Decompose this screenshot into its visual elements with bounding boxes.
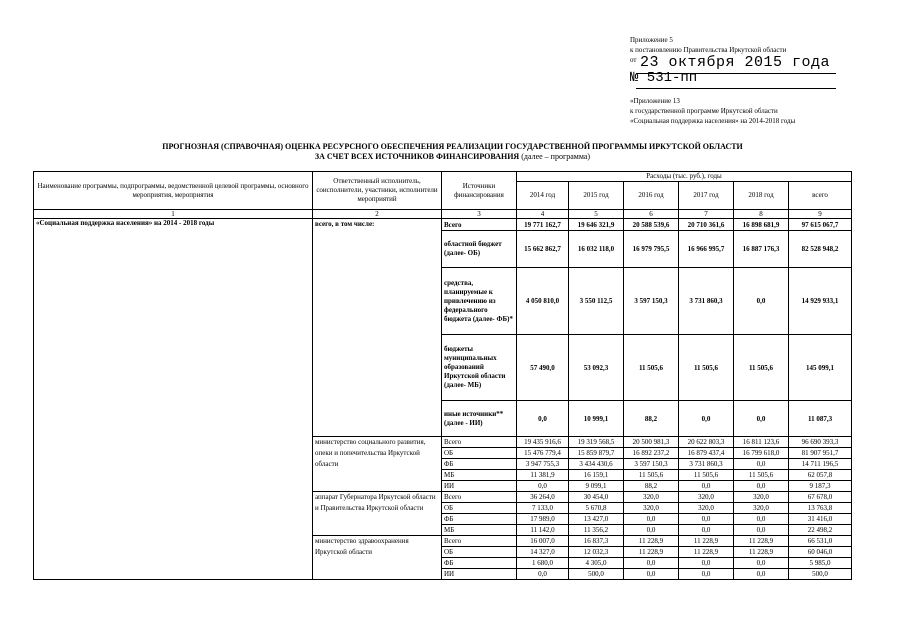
column-index: 4 — [517, 210, 569, 219]
value-cell: 320,0 — [679, 492, 734, 503]
value-cell: 0,0 — [624, 525, 679, 536]
column-index: 6 — [624, 210, 679, 219]
value-cell: 16 799 618,0 — [734, 448, 789, 459]
responsible-executor: министерство здравоохранения Иркутской области — [313, 536, 442, 580]
value-cell: 500,0 — [789, 569, 852, 580]
funding-table — [33, 171, 852, 580]
source-cell: ФБ — [442, 514, 517, 525]
value-cell: 0,0 — [734, 514, 789, 525]
value-cell: 17 989,0 — [517, 514, 569, 525]
year-header: 2018 год — [734, 182, 789, 210]
value-cell: 11 505,6 — [734, 470, 789, 481]
column-index: 9 — [789, 210, 852, 219]
value-cell: 19 646 321,9 — [569, 219, 624, 231]
value-cell: 0,0 — [624, 514, 679, 525]
value-cell: 16 159,1 — [569, 470, 624, 481]
source-cell: Всего — [442, 492, 517, 503]
value-cell: 9 099,1 — [569, 481, 624, 492]
value-cell: 5 985,0 — [789, 558, 852, 569]
table-row — [34, 219, 852, 231]
col-header-responsible: Ответственный исполнитель, соисполнители, участники, исполнители мероприятий — [313, 172, 442, 210]
value-cell: 15 476 779,4 — [517, 448, 569, 459]
value-cell: 30 454,0 — [569, 492, 624, 503]
year-header: 2016 год — [624, 182, 679, 210]
value-cell: 1 680,0 — [517, 558, 569, 569]
value-cell: 0,0 — [517, 569, 569, 580]
value-cell: 7 133,0 — [517, 503, 569, 514]
value-cell: 31 416,0 — [789, 514, 852, 525]
value-cell: 88,2 — [624, 401, 679, 437]
value-cell: 11 505,6 — [624, 470, 679, 481]
col-header-name: Наименование программы, подпрограммы, ведомственной целевой программы, основного мероприятия, мероприятия — [34, 172, 313, 210]
value-cell: 16 898 681,9 — [734, 219, 789, 231]
value-cell: 19 771 162,7 — [517, 219, 569, 231]
value-cell: 16 837,3 — [569, 536, 624, 547]
value-cell: 320,0 — [624, 503, 679, 514]
value-cell: 53 092,3 — [569, 335, 624, 401]
value-cell: 19 435 916,6 — [517, 437, 569, 448]
resolution-ref: к постановлению Правительства Иркутской области — [630, 46, 787, 54]
source-cell: Всего — [442, 219, 517, 231]
value-cell: 22 498,2 — [789, 525, 852, 536]
value-cell: 11 228,9 — [679, 536, 734, 547]
year-header: 2017 год — [679, 182, 734, 210]
column-index: 8 — [734, 210, 789, 219]
value-cell: 3 597 150,3 — [624, 459, 679, 470]
source-cell: МБ — [442, 525, 517, 536]
source-cell: ИИ — [442, 569, 517, 580]
value-cell: 0,0 — [679, 481, 734, 492]
value-cell: 20 710 361,6 — [679, 219, 734, 231]
value-cell: 0,0 — [734, 401, 789, 437]
resolution-number: № 531-пп — [630, 70, 698, 86]
value-cell: 0,0 — [734, 481, 789, 492]
value-cell: 320,0 — [734, 492, 789, 503]
total-header: всего — [789, 182, 852, 210]
value-cell: 3 947 755,3 — [517, 459, 569, 470]
source-cell: ОБ — [442, 547, 517, 558]
value-cell: 16 887 176,3 — [734, 231, 789, 268]
source-cell: средства, планируемые к привлечению из федерального бюджета (далее- ФБ)* — [442, 268, 517, 335]
value-cell: 11 228,9 — [679, 547, 734, 558]
source-cell: ФБ — [442, 558, 517, 569]
source-cell: Всего — [442, 437, 517, 448]
value-cell: 60 046,0 — [789, 547, 852, 558]
value-cell: 320,0 — [734, 503, 789, 514]
value-cell: 81 907 951,7 — [789, 448, 852, 459]
value-cell: 10 999,1 — [569, 401, 624, 437]
value-cell: 0,0 — [734, 558, 789, 569]
column-index: 1 — [34, 210, 313, 219]
value-cell: 11 228,9 — [734, 547, 789, 558]
value-cell: 0,0 — [734, 569, 789, 580]
program-name: «Социальная поддержка населения» на 2014 - 2018 годы — [34, 219, 313, 580]
source-cell: бюджеты муниципальных образований Иркутской области (далее- МБ) — [442, 335, 517, 401]
value-cell: 3 550 112,5 — [569, 268, 624, 335]
column-index: 5 — [569, 210, 624, 219]
responsible-executor: аппарат Губернатора Иркутской области и Правительства Иркутской области — [313, 492, 442, 536]
value-cell: 16 892 237,2 — [624, 448, 679, 459]
value-cell: 66 531,0 — [789, 536, 852, 547]
subtitle-rest: (далее – программа) — [519, 152, 591, 161]
value-cell: 4 305,0 — [569, 558, 624, 569]
value-cell: 500,0 — [569, 569, 624, 580]
document-subtitle — [0, 152, 905, 161]
value-cell: 20 500 981,3 — [624, 437, 679, 448]
value-cell: 3 597 150,3 — [624, 268, 679, 335]
value-cell: 3 731 860,3 — [679, 459, 734, 470]
value-cell: 11 505,6 — [679, 335, 734, 401]
value-cell: 15 859 879,7 — [569, 448, 624, 459]
value-cell: 0,0 — [734, 525, 789, 536]
value-cell: 15 662 862,7 — [517, 231, 569, 268]
value-cell: 88,2 — [624, 481, 679, 492]
document-title: ПРОГНОЗНАЯ (СПРАВОЧНАЯ) ОЦЕНКА РЕСУРСНОГО ОБЕСПЕЧЕНИЯ РЕАЛИЗАЦИИ ГОСУДАРСТВЕННОЙ ПРОГРАММЫ ИРКУТСКОЙ ОБЛАСТИ — [162, 142, 743, 151]
value-cell: 11 505,6 — [679, 470, 734, 481]
value-cell: 4 050 810,0 — [517, 268, 569, 335]
value-cell: 14 711 196,5 — [789, 459, 852, 470]
value-cell: 82 528 948,2 — [789, 231, 852, 268]
value-cell: 0,0 — [679, 514, 734, 525]
program-name-ref: «Социальная поддержка населения» на 2014-2018 годы — [630, 117, 796, 125]
value-cell: 9 187,3 — [789, 481, 852, 492]
value-cell: 20 622 803,3 — [679, 437, 734, 448]
value-cell: 0,0 — [734, 459, 789, 470]
source-cell: ОБ — [442, 503, 517, 514]
value-cell: 36 264,0 — [517, 492, 569, 503]
column-index: 2 — [313, 210, 442, 219]
value-cell: 13 427,0 — [569, 514, 624, 525]
value-cell: 0,0 — [734, 268, 789, 335]
year-header: 2015 год — [569, 182, 624, 210]
number-underline — [636, 88, 836, 89]
value-cell: 3 731 860,3 — [679, 268, 734, 335]
column-index: 7 — [679, 210, 734, 219]
value-cell: 0,0 — [679, 401, 734, 437]
value-cell: 0,0 — [679, 525, 734, 536]
value-cell: 11 356,2 — [569, 525, 624, 536]
column-index: 3 — [442, 210, 517, 219]
subtitle-bold: ЗА СЧЕТ ВСЕХ ИСТОЧНИКОВ ФИНАНСИРОВАНИЯ — [314, 152, 520, 161]
source-cell: ИИ — [442, 481, 517, 492]
value-cell: 11 228,9 — [624, 547, 679, 558]
value-cell: 5 670,8 — [569, 503, 624, 514]
value-cell: 11 228,9 — [734, 536, 789, 547]
value-cell: 0,0 — [624, 558, 679, 569]
value-cell: 13 763,8 — [789, 503, 852, 514]
value-cell: 12 032,3 — [569, 547, 624, 558]
value-cell: 3 434 430,6 — [569, 459, 624, 470]
value-cell: 11 228,9 — [624, 536, 679, 547]
value-cell: 14 929 933,1 — [789, 268, 852, 335]
resolution-date: 23 октября 2015 года — [640, 54, 831, 71]
source-cell: ОБ — [442, 448, 517, 459]
value-cell: 16 007,0 — [517, 536, 569, 547]
program-ref: к государственной программе Иркутской области — [630, 107, 778, 115]
appendix-label: «Приложение 13 — [630, 97, 680, 105]
value-cell: 19 319 568,5 — [569, 437, 624, 448]
value-cell: 0,0 — [517, 481, 569, 492]
responsible-executor: министерство социального развития, опеки и попечительства Иркутской области — [313, 437, 442, 492]
date-prefix: от — [630, 56, 637, 64]
value-cell: 145 099,1 — [789, 335, 852, 401]
source-cell: Всего — [442, 536, 517, 547]
value-cell: 20 588 539,6 — [624, 219, 679, 231]
col-header-source: Источники финансирования — [442, 172, 517, 210]
source-cell: МБ — [442, 470, 517, 481]
col-header-expenses: Расходы (тыс. руб.), годы — [517, 172, 852, 182]
value-cell: 16 966 995,7 — [679, 231, 734, 268]
table-body — [34, 172, 852, 580]
value-cell: 16 879 437,4 — [679, 448, 734, 459]
source-cell: областной бюджет (далее- ОБ) — [442, 231, 517, 268]
value-cell: 57 490,0 — [517, 335, 569, 401]
value-cell: 62 057,8 — [789, 470, 852, 481]
value-cell: 0,0 — [517, 401, 569, 437]
program-responsible: всего, в том числе: — [313, 219, 442, 437]
value-cell: 0,0 — [624, 569, 679, 580]
value-cell: 11 087,3 — [789, 401, 852, 437]
value-cell: 97 615 067,7 — [789, 219, 852, 231]
value-cell: 11 505,6 — [734, 335, 789, 401]
value-cell: 320,0 — [624, 492, 679, 503]
value-cell: 0,0 — [679, 569, 734, 580]
value-cell: 11 505,6 — [624, 335, 679, 401]
value-cell: 96 690 393,3 — [789, 437, 852, 448]
value-cell: 16 032 118,0 — [569, 231, 624, 268]
value-cell: 320,0 — [679, 503, 734, 514]
source-cell: ФБ — [442, 459, 517, 470]
value-cell: 11 381,9 — [517, 470, 569, 481]
value-cell: 67 678,0 — [789, 492, 852, 503]
value-cell: 14 327,0 — [517, 547, 569, 558]
value-cell: 16 811 123,6 — [734, 437, 789, 448]
year-header: 2014 год — [517, 182, 569, 210]
value-cell: 16 979 795,5 — [624, 231, 679, 268]
annex-label: Приложение 5 — [630, 36, 673, 44]
value-cell: 0,0 — [679, 558, 734, 569]
value-cell: 11 142,0 — [517, 525, 569, 536]
source-cell: иные источники** (далее - ИИ) — [442, 401, 517, 437]
